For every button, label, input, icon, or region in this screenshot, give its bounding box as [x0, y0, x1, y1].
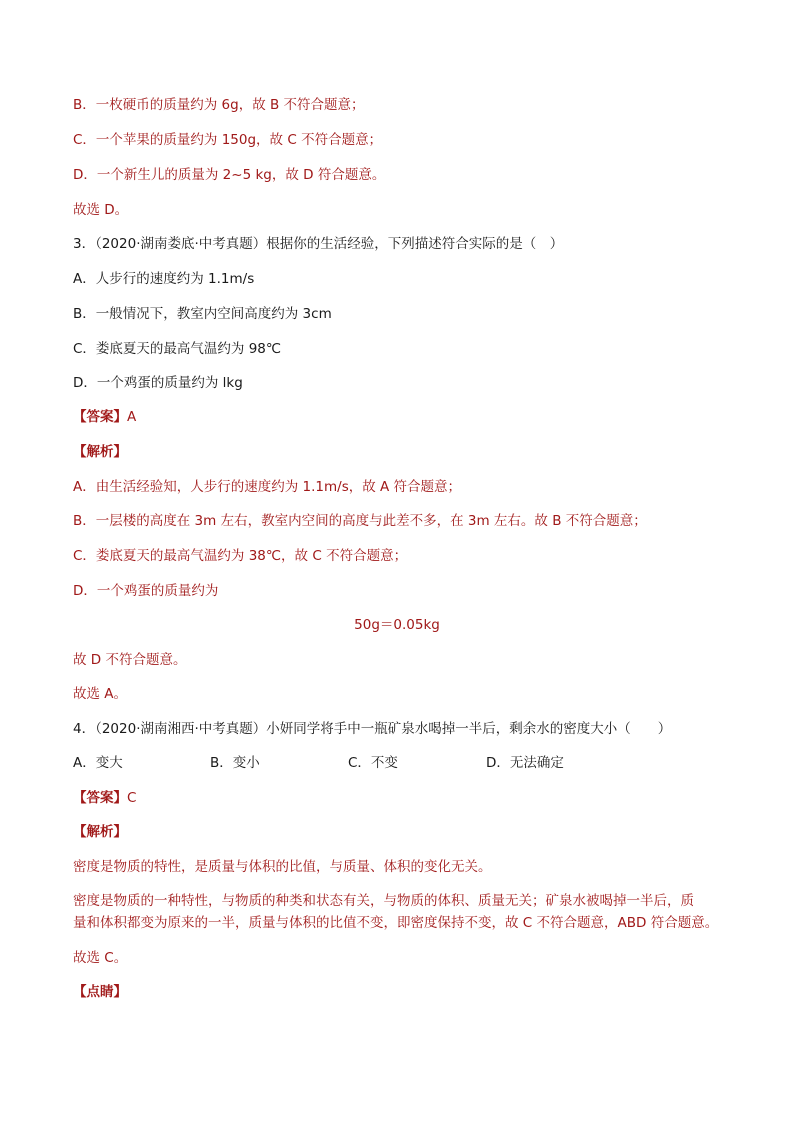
- answer-value: A: [127, 409, 137, 425]
- q3-conclusion: 故选 A。: [73, 686, 128, 702]
- q3-option-c: C．娄底夏天的最高气温约为 98℃: [73, 341, 282, 357]
- q3-analysis-label: 【解析】: [73, 444, 127, 460]
- q4-conclusion: 故选 C。: [73, 950, 128, 966]
- q4-stem: 4．（2020·湖南湘西·中考真题）小妍同学将手中一瓶矿泉水喝掉一半后，剩余水的密度大小（ ）: [73, 721, 672, 737]
- q3-option-d: D．一个鸡蛋的质量约为 lkg: [73, 375, 243, 391]
- q3-option-b: B．一般情况下，教室内空间高度约为 3cm: [73, 306, 332, 322]
- q2-analysis-d: D．一个新生儿的质量为 2~5 kg，故 D 符合题意。: [73, 167, 386, 183]
- answer-value: C: [127, 790, 137, 806]
- q3-stem: 3．（2020·湖南娄底·中考真题）根据你的生活经验，下列描述符合实际的是（ ）: [73, 236, 564, 252]
- answer-label: 【答案】: [73, 790, 127, 806]
- q3-after-formula: 故 D 不符合题意。: [73, 652, 187, 668]
- q4-comment-label: 【点睛】: [73, 984, 127, 1000]
- q4-analysis-3: 量和体积都变为原来的一半，质量与体积的比值不变，即密度保持不变，故 C 不符合题意，ABD 符合题意。: [73, 915, 719, 931]
- q3-option-a: A．人步行的速度约为 1.1m/s: [73, 271, 255, 287]
- q3-formula: 50g＝0.05kg: [354, 617, 440, 633]
- q3-analysis-a: A．由生活经验知，人步行的速度约为 1.1m/s，故 A 符合题意；: [73, 479, 462, 495]
- q2-analysis-b: B．一枚硬币的质量约为 6g，故 B 不符合题意；: [73, 97, 365, 113]
- q3-analysis-c: C．娄底夏天的最高气温约为 38℃，故 C 不符合题意；: [73, 548, 408, 564]
- q3-analysis-d: D．一个鸡蛋的质量约为: [73, 583, 219, 599]
- q4-analysis-2: 密度是物质的一种特性，与物质的种类和状态有关，与物质的体积、质量无关；矿泉水被喝掉一半后，质: [73, 893, 694, 909]
- q4-answer: [73, 789, 734, 807]
- q3-analysis-b: B．一层楼的高度在 3m 左右，教室内空间的高度与此差不多，在 3m 左右。故 B 不符合题意；: [73, 513, 647, 529]
- answer-label: 【答案】: [73, 409, 127, 425]
- q4-option-b: B．变小: [210, 755, 260, 771]
- q3-answer: [73, 408, 734, 426]
- q4-analysis-label: 【解析】: [73, 824, 127, 840]
- q2-conclusion: 故选 D。: [73, 202, 129, 218]
- q4-option-a: A．变大: [73, 755, 123, 771]
- q4-option-d: D．无法确定: [486, 755, 564, 771]
- q4-option-c: C．不变: [348, 755, 398, 771]
- q2-analysis-c: C．一个苹果的质量约为 150g，故 C 不符合题意；: [73, 132, 383, 148]
- q4-analysis-1: 密度是物质的特性，是质量与体积的比值，与质量、体积的变化无关。: [73, 859, 492, 875]
